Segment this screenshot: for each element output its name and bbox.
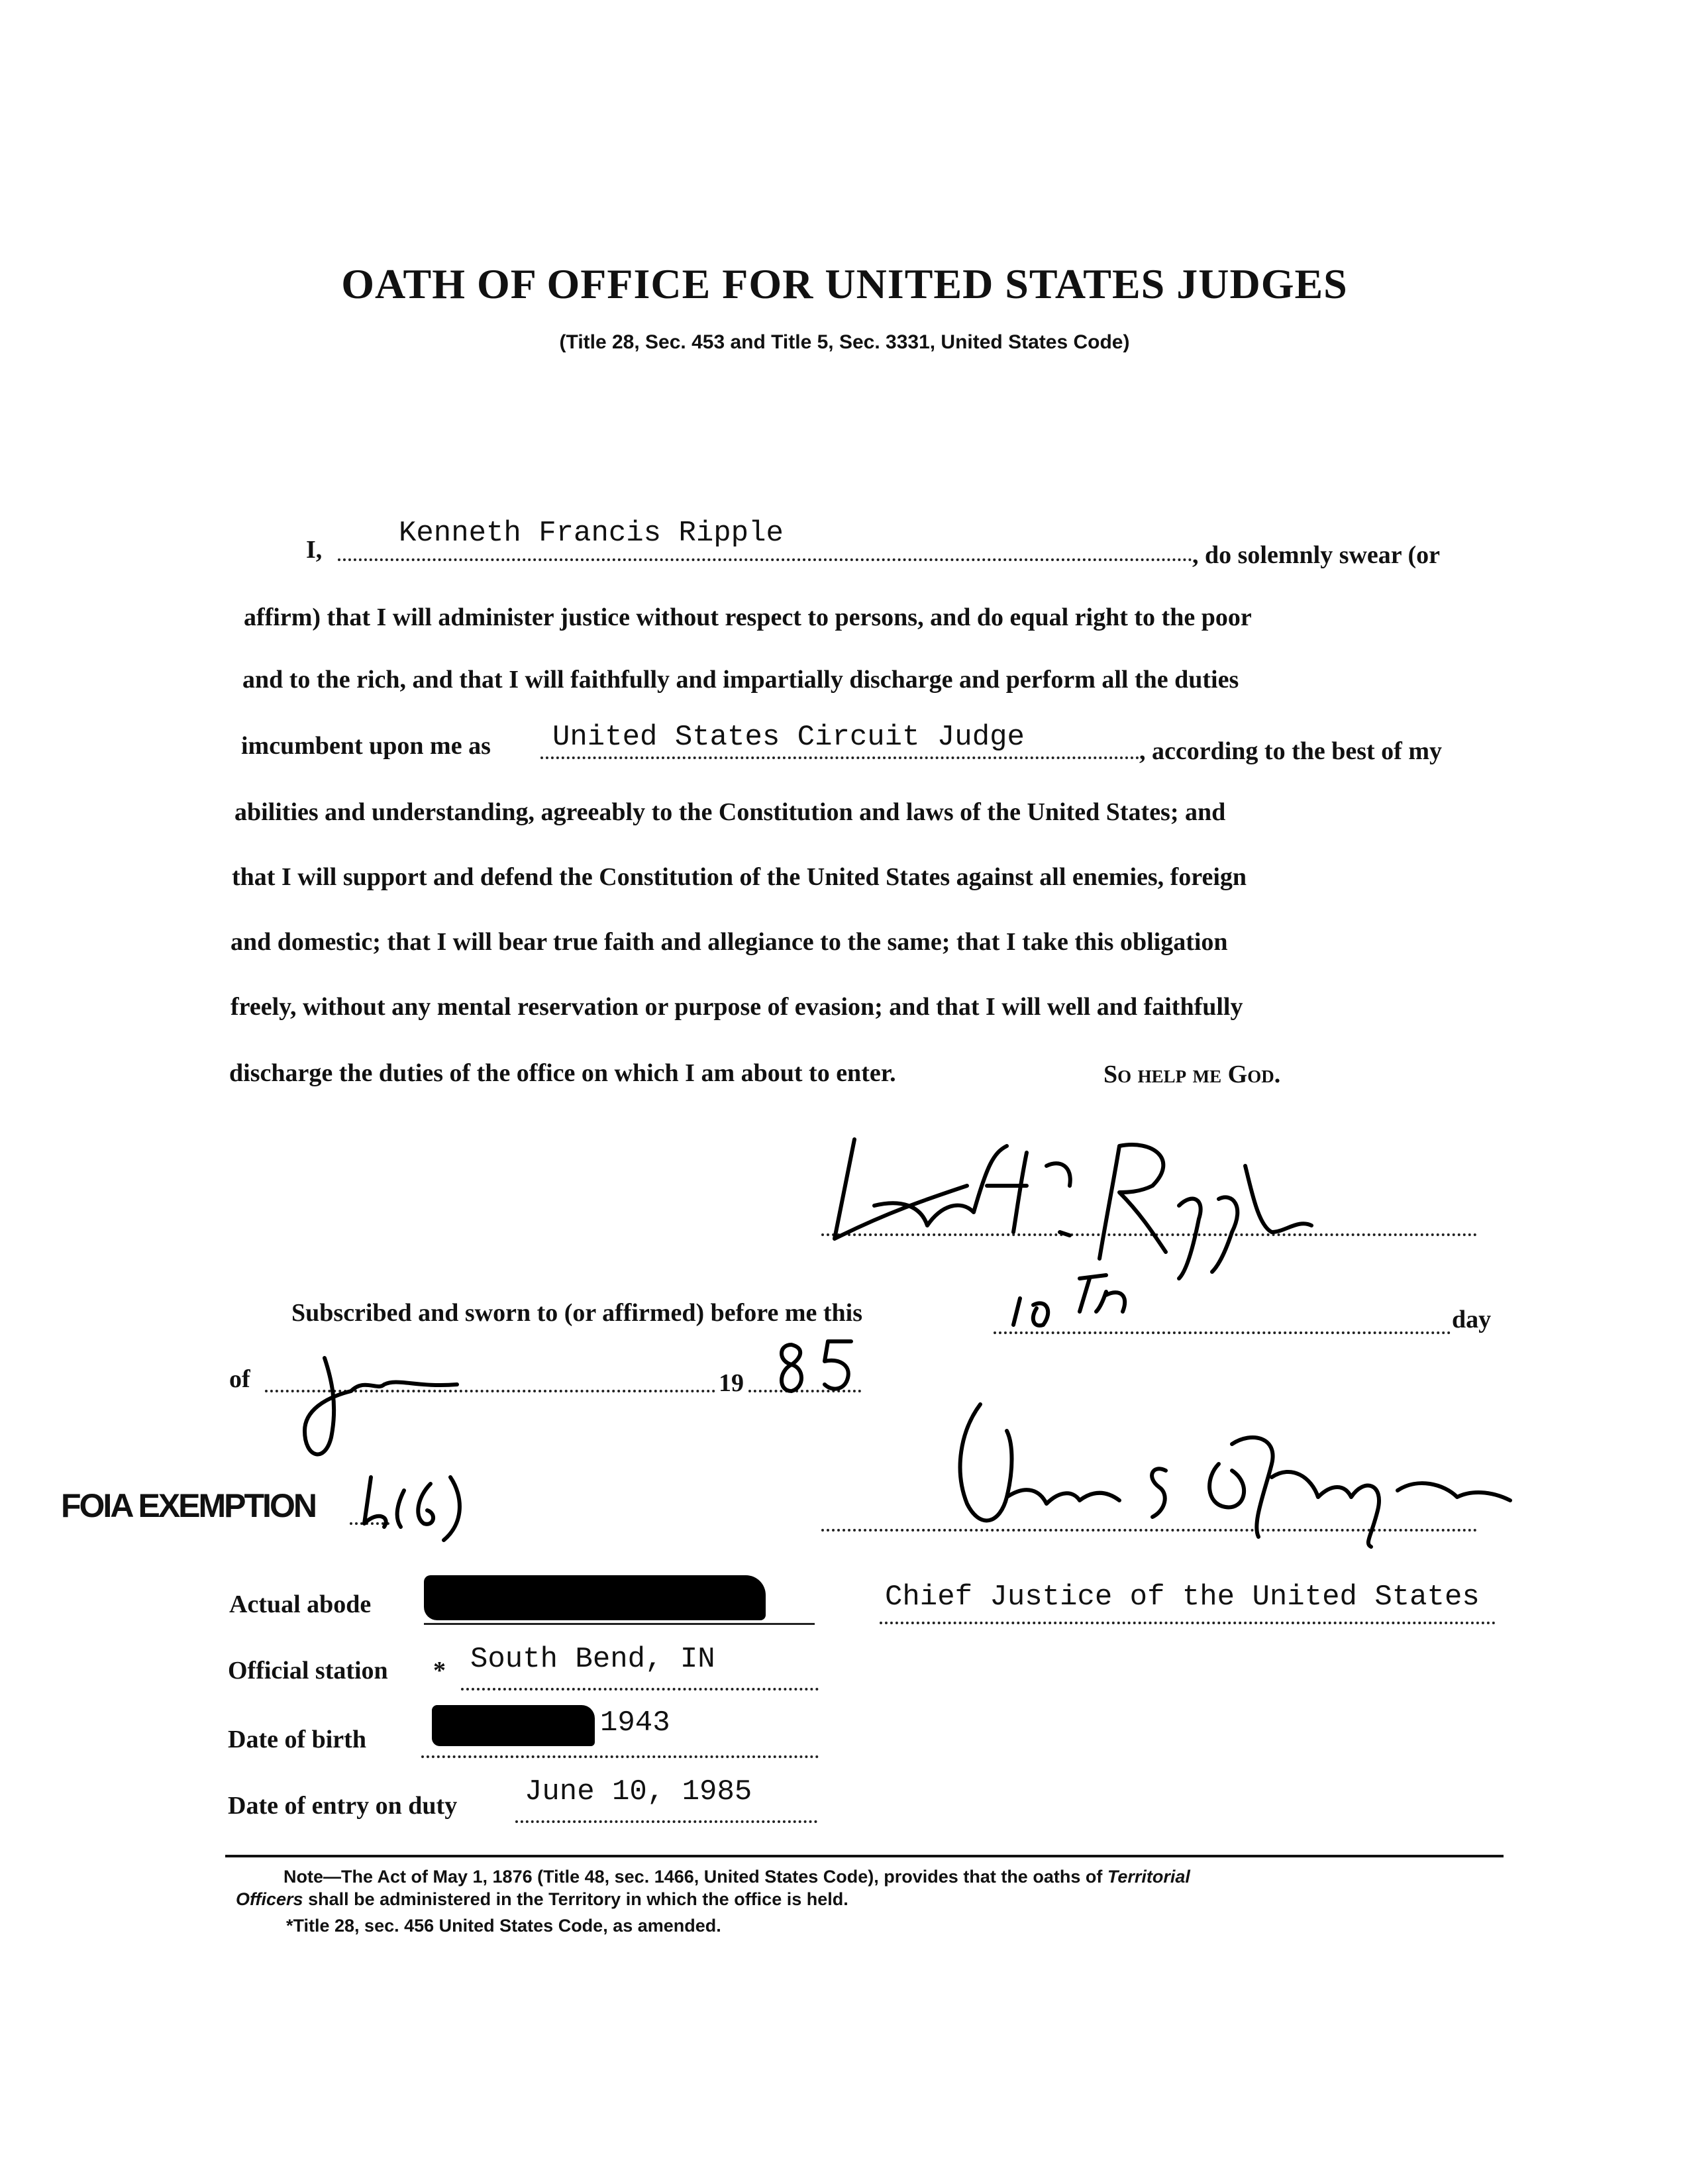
oath-line-8: freely, without any mental reservation or purpose of evasion; and that I will well and faithfully <box>230 993 1243 1021</box>
date-of-entry-value: June 10, 1985 <box>525 1775 752 1808</box>
note-line-2-text: shall be administered in the Territory in which the office is held. <box>308 1889 848 1909</box>
note-divider <box>225 1855 1504 1857</box>
date-of-birth-label: Date of birth <box>228 1726 366 1753</box>
official-station-label: Official station <box>228 1657 388 1685</box>
oath-line4-tail: , according to the best of my <box>1139 737 1442 765</box>
office-blank-line <box>540 756 1139 759</box>
abode-underline <box>424 1623 815 1625</box>
officiant-title-line <box>880 1622 1496 1624</box>
statute-citation: (Title 28, Sec. 453 and Title 5, Sec. 3331, United States Code) <box>559 331 1130 353</box>
oath-line-7: and domestic; that I will bear true faith and allegiance to the same; that I take this obligation <box>230 928 1228 956</box>
foia-exemption-label: FOIA EXEMPTION <box>61 1487 315 1524</box>
foia-code-handwritten <box>351 1464 470 1543</box>
date-of-birth-year: 1943 <box>600 1706 670 1740</box>
note-line-1 <box>283 1867 1190 1887</box>
name-blank-line <box>338 558 1192 561</box>
oath-line-5: abilities and understanding, agreeably to the Constitution and laws of the United States; and <box>234 798 1226 826</box>
handwritten-month <box>285 1338 484 1471</box>
official-station-line <box>461 1688 819 1690</box>
day-blank-line <box>994 1331 1451 1334</box>
note-line-2 <box>236 1889 848 1910</box>
dob-redaction <box>432 1705 595 1746</box>
handwritten-day <box>1007 1272 1152 1331</box>
oath-line1-tail: , do solemnly swear (or <box>1192 541 1440 569</box>
judge-name-field: Kenneth Francis Ripple <box>399 517 784 550</box>
date-of-entry-label: Date of entry on duty <box>228 1792 458 1820</box>
of-label: of <box>229 1365 250 1393</box>
oath-line-9: discharge the duties of the office on which I am about to enter. <box>229 1059 896 1087</box>
oath-pronoun: I, <box>306 536 323 564</box>
oath-closing: So help me God. <box>1103 1061 1281 1088</box>
note-line-1-text: Note—The Act of May 1, 1876 (Title 48, sec. 1466, United States Code), provides that the oaths of <box>283 1867 1103 1887</box>
date-of-birth-line <box>421 1755 819 1758</box>
footnote: *Title 28, sec. 456 United States Code, as amended. <box>286 1916 721 1936</box>
abode-redaction <box>424 1575 766 1620</box>
officiant-signature <box>941 1391 1576 1550</box>
actual-abode-label: Actual abode <box>229 1590 372 1618</box>
handwritten-year <box>772 1331 871 1398</box>
subscribed-text: Subscribed and sworn to (or affirmed) before me this <box>291 1299 862 1327</box>
official-station-value: South Bend, IN <box>470 1643 715 1676</box>
date-of-entry-line <box>515 1820 817 1823</box>
document-title: OATH OF OFFICE FOR UNITED STATES JUDGES <box>341 260 1348 307</box>
officiant-title: Chief Justice of the United States <box>885 1581 1480 1614</box>
oath-line-3: and to the rich, and that I will faithfully and impartially discharge and perform all the duties <box>242 666 1239 694</box>
note-territorial: Territorial <box>1107 1867 1190 1887</box>
oath-line4-head: imcumbent upon me as <box>241 732 491 760</box>
oath-line-6: that I will support and defend the Constitution of the United States against all enemies, foreign <box>232 863 1247 891</box>
office-title-field: United States Circuit Judge <box>552 721 1025 754</box>
oath-line-2: affirm) that I will administer justice without respect to persons, and do equal right to the poor <box>244 603 1252 631</box>
official-station-asterisk: * <box>433 1657 446 1685</box>
year-prefix: 19 <box>719 1369 744 1397</box>
note-officers: Officers <box>236 1889 303 1909</box>
judge-signature <box>808 1126 1325 1278</box>
day-label: day <box>1452 1306 1492 1333</box>
